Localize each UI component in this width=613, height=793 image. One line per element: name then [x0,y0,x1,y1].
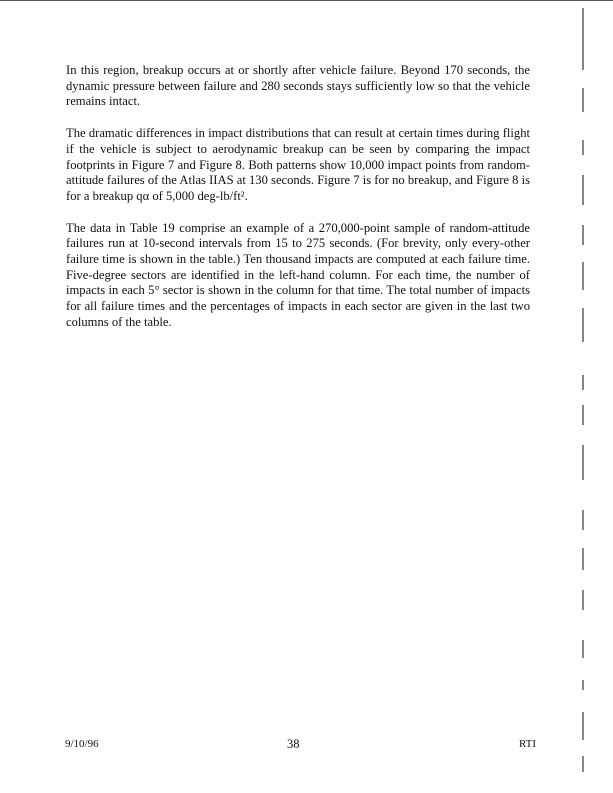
footer-organization: RTI [518,738,536,750]
page-number: 38 [287,737,300,751]
paragraph-impact-distributions: The dramatic differences in impact distributions that can result at certain times during flight if the vehicle is subject to aerodynamic breakup can be seen by comparing the impact footprints in Figure 7 and Figure 8. Both patterns show 10,000 impact points from random-attitude failures of the Atlas IIAS at 130 seconds. Figure 7 is for no breakup, and Figure 8 is for a breakup qα of 5,000 deg-lb/ft². [66,126,530,203]
footer-date: 9/10/96 [65,738,99,750]
paragraph-table-19-description: The data in Table 19 comprise an example of a 270,000-point sample of random-attitude failures run at 10-second intervals from 15 to 275 seconds. (For brevity, only every-other failure time is shown in the table.) Ten thousand impacts are computed at each failure time. Five-degree sectors are identified in the left-hand column. For each time, the number of impacts in each 5° sector is shown in the column for that time. The total number of impacts for all failure times and the percentages of impacts in each sector are given in the last two columns of the table. [66,220,530,329]
paragraph-breakup-region: In this region, breakup occurs at or shortly after vehicle failure. Beyond 170 seconds, the dynamic pressure between failure and 280 seconds stays sufficiently low so that the vehicle remains intact. [66,63,530,109]
page-body [66,63,530,331]
